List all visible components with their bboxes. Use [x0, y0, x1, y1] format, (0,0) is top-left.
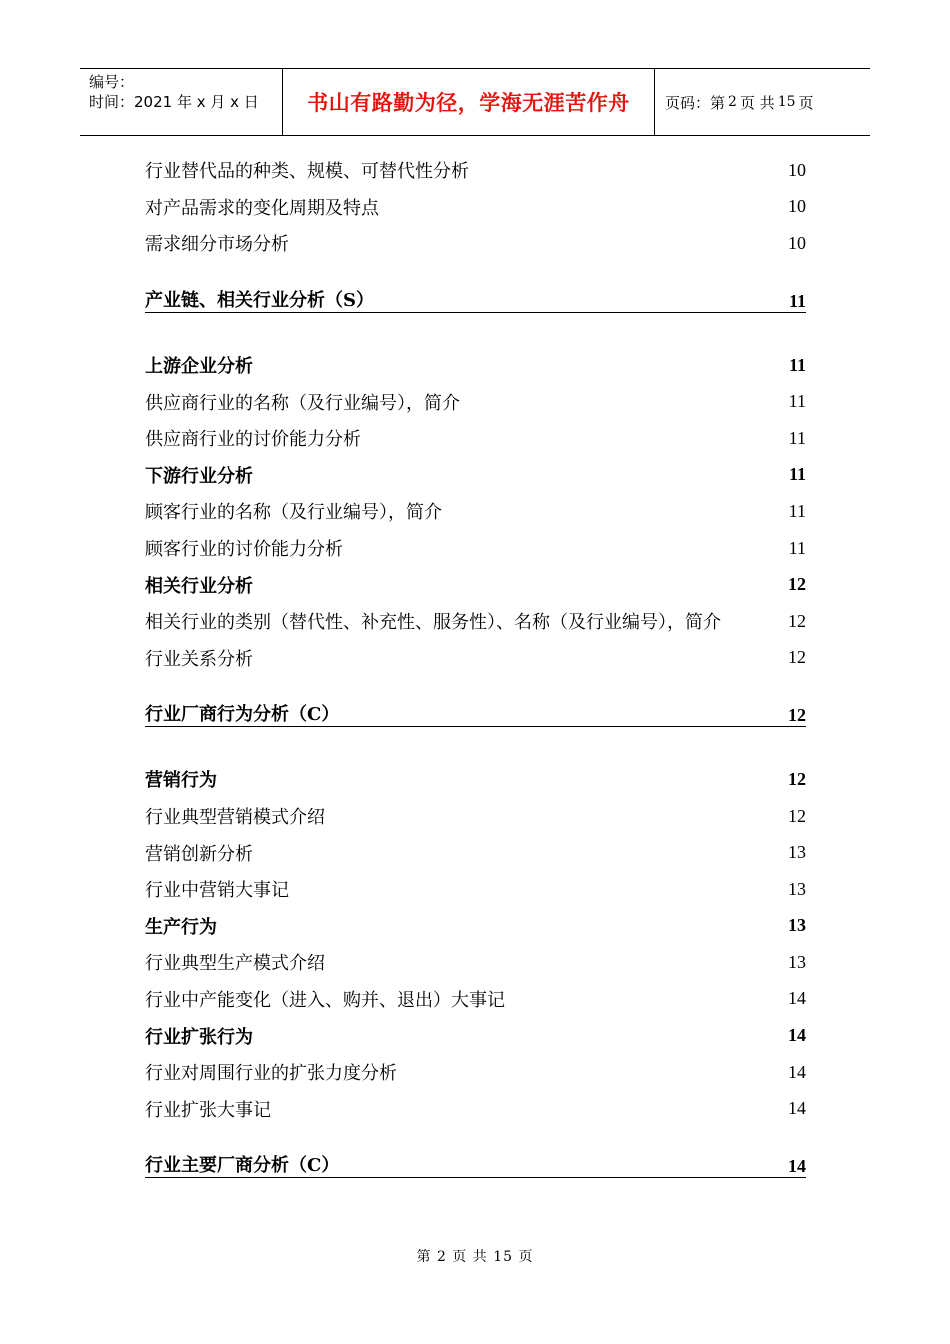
toc-section[interactable] [145, 908, 806, 945]
toc-entry-page: 12 [788, 805, 806, 826]
toc-chapter[interactable] [145, 290, 806, 313]
toc-entry[interactable] [145, 798, 806, 835]
toc-spacer [145, 727, 806, 761]
toc-entry-page: 14 [788, 1061, 806, 1082]
toc-entry-title: 下游行业分析 [145, 465, 253, 487]
toc-entry-title: 需求细分市场分析 [145, 234, 289, 256]
page-prefix: 页码：第 [665, 93, 726, 112]
toc-entry-title: 营销创新分析 [145, 843, 253, 865]
toc-entry-page: 12 [788, 610, 806, 631]
toc-entry-page: 12 [788, 647, 806, 668]
toc-entry-title: 行业替代品的种类、规模、可替代性分析 [145, 161, 469, 183]
toc-entry-page: 12 [788, 574, 806, 595]
toc-entry[interactable] [145, 944, 806, 981]
toc-entry-title: 行业关系分析 [145, 648, 253, 670]
toc-entry-page: 12 [788, 705, 806, 726]
toc-entry[interactable] [145, 871, 806, 908]
toc-entry-page: 10 [788, 159, 806, 180]
page-total: 15 [777, 94, 796, 110]
toc-entry-page: 10 [788, 232, 806, 253]
toc-entry-page: 14 [788, 1098, 806, 1119]
page-current: 2 [728, 94, 737, 110]
toc-entry-title: 供应商行业的名称（及行业编号），简介 [145, 392, 460, 414]
toc-spacer [145, 1178, 806, 1212]
toc-entry-title: 顾客行业的讨价能力分析 [145, 539, 343, 561]
toc-entry-page: 13 [788, 951, 806, 972]
toc-entry-title: 营销行为 [145, 770, 217, 792]
toc-entry[interactable] [145, 834, 806, 871]
toc-entry-page: 14 [788, 1025, 806, 1046]
toc-section[interactable] [145, 457, 806, 494]
toc-entry-page: 13 [788, 842, 806, 863]
toc-section[interactable] [145, 347, 806, 384]
toc-entry-page: 13 [788, 915, 806, 936]
toc-entry-title: 行业典型生产模式介绍 [145, 953, 325, 975]
toc-entry-title: 产业链、相关行业分析（S） [145, 289, 374, 311]
header-page-info [655, 69, 870, 135]
page-suffix: 页 [798, 93, 814, 112]
toc-entry-title: 顾客行业的名称（及行业编号），简介 [145, 502, 442, 524]
toc-entry[interactable] [145, 1054, 806, 1091]
toc-entry[interactable] [145, 189, 806, 226]
toc-entry-page: 13 [788, 878, 806, 899]
toc-entry[interactable] [145, 1090, 806, 1127]
toc-section[interactable] [145, 761, 806, 798]
toc-entry-title: 行业对周围行业的扩张力度分析 [145, 1063, 397, 1085]
toc-entry-page: 11 [788, 500, 806, 521]
toc-entry-title: 行业扩张大事记 [145, 1099, 271, 1121]
toc-entry[interactable] [145, 420, 806, 457]
toc-entry-page: 11 [788, 391, 806, 412]
toc-section[interactable] [145, 566, 806, 603]
toc-entry[interactable] [145, 981, 806, 1018]
page-header [80, 68, 870, 136]
page-footer: 第 2 页 共 15 页 [416, 1249, 534, 1265]
table-of-contents [145, 152, 806, 1212]
toc-entry-page: 11 [788, 354, 806, 375]
toc-entry[interactable] [145, 493, 806, 530]
header-motto-cell [282, 69, 655, 135]
toc-entry[interactable] [145, 152, 806, 189]
toc-entry[interactable] [145, 225, 806, 262]
toc-entry-title: 上游企业分析 [145, 356, 253, 378]
toc-entry-title: 行业中营销大事记 [145, 880, 289, 902]
toc-section[interactable] [145, 1017, 806, 1054]
toc-entry-title: 行业厂商行为分析（C） [145, 704, 340, 726]
toc-entry-title: 供应商行业的讨价能力分析 [145, 429, 361, 451]
toc-entry-title: 行业扩张行为 [145, 1026, 253, 1048]
toc-entry-page: 10 [788, 196, 806, 217]
time-label: 时间：2021 年 x 月 x 日 [89, 93, 259, 111]
toc-chapter[interactable] [145, 1155, 806, 1178]
toc-entry-page: 11 [788, 290, 806, 311]
toc-entry-page: 14 [788, 1156, 806, 1177]
toc-entry-title: 行业中产能变化（进入、购并、退出）大事记 [145, 989, 505, 1011]
toc-entry-page: 11 [788, 427, 806, 448]
toc-entry-page: 11 [788, 537, 806, 558]
header-meta [80, 69, 282, 135]
toc-entry-page: 12 [788, 768, 806, 789]
toc-entry[interactable] [145, 640, 806, 677]
toc-entry-page: 14 [788, 988, 806, 1009]
toc-entry-title: 对产品需求的变化周期及特点 [145, 197, 379, 219]
number-label: 编号： [89, 73, 135, 91]
toc-entry[interactable] [145, 530, 806, 567]
toc-entry-page: 11 [788, 464, 806, 485]
toc-entry-title: 行业典型营销模式介绍 [145, 807, 325, 829]
toc-entry-title: 生产行为 [145, 916, 217, 938]
toc-entry-title: 相关行业分析 [145, 575, 253, 597]
toc-entry[interactable] [145, 603, 806, 640]
page-mid: 页 共 [739, 93, 775, 112]
toc-entry-title: 相关行业的类别（替代性、补充性、服务性）、名称（及行业编号），简介 [145, 612, 721, 634]
toc-chapter[interactable] [145, 704, 806, 727]
motto: 书山有路勤为径，学海无涯苦作舟 [307, 91, 630, 115]
toc-entry[interactable] [145, 383, 806, 420]
toc-entry-title: 行业主要厂商分析（C） [145, 1155, 340, 1177]
toc-spacer [145, 313, 806, 347]
